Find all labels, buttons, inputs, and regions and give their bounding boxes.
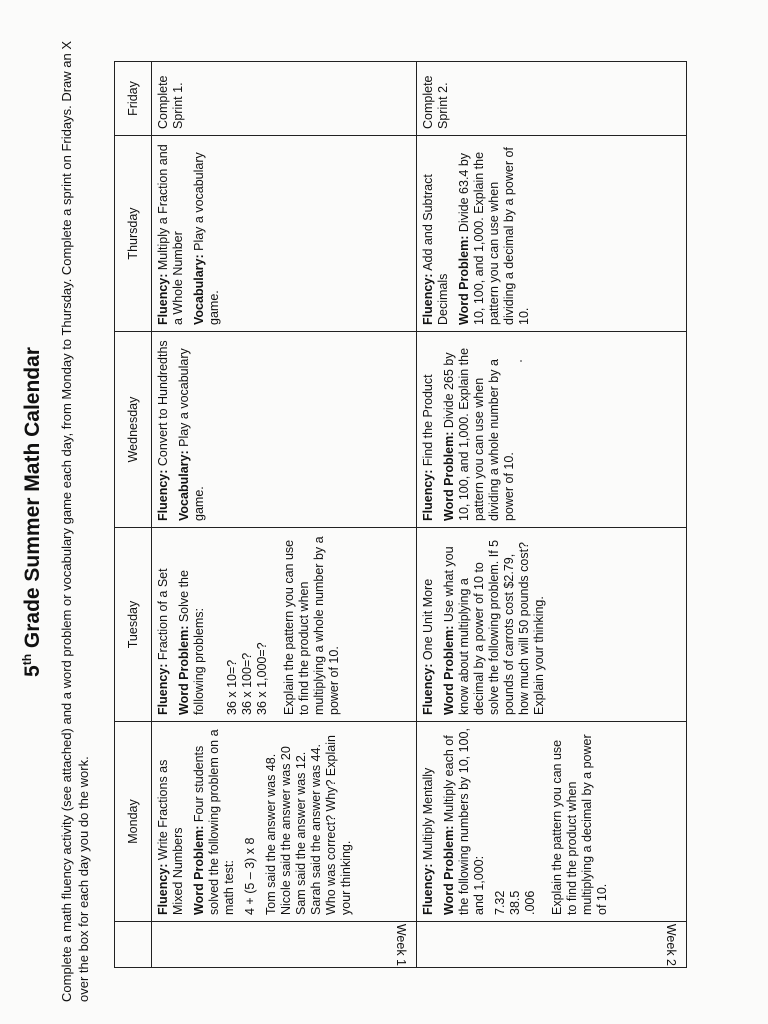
explain-text: Explain the pattern you can use to find the product when multiplying a whole number by a power of 10. — [282, 536, 341, 715]
number-item: 38.5 — [508, 890, 522, 915]
word-problem-label: Word Problem: — [442, 625, 456, 715]
fluency-line — [156, 728, 186, 915]
word-problem-label: Word Problem: — [442, 825, 456, 915]
header-friday: Friday — [115, 62, 152, 136]
day-box-week2-monday[interactable] — [417, 722, 687, 922]
word-problem-label: Word Problem: — [457, 235, 471, 325]
number-item: 7.32 — [493, 890, 507, 915]
week-label-cell — [152, 922, 417, 968]
fluency-line — [156, 534, 171, 715]
day-box-week1-monday[interactable] — [152, 722, 417, 922]
week-label: Week 2 — [664, 923, 678, 966]
header-blank — [115, 922, 152, 968]
day-box-week1-friday[interactable] — [152, 62, 417, 136]
word-problem-line — [192, 728, 237, 915]
header-wednesday: Wednesday — [115, 332, 152, 528]
fluency-label: Fluency: — [421, 273, 435, 325]
problem-item: 36 x 1,000=? — [255, 642, 269, 715]
header-thursday: Thursday — [115, 136, 152, 332]
fluency-label: Fluency: — [156, 469, 170, 521]
vocabulary-line — [177, 338, 207, 521]
fluency-line — [156, 338, 171, 521]
problem-item: 36 x 100=? — [240, 652, 254, 715]
fluency-line — [156, 142, 186, 325]
vocabulary-line — [192, 142, 222, 325]
word-problem-text: Use what you know about multiplying a decimal by a power of 10 to solve the following problem. If 5 pounds of carrots cost $2.79, how much will 50 pounds cost? Explain your thinking. — [442, 539, 546, 715]
word-problem-label: Word Problem: — [177, 625, 191, 715]
day-box-week1-tuesday[interactable] — [152, 528, 417, 722]
word-problem-text: Solve the following problems: — [177, 570, 206, 715]
header-row — [115, 62, 152, 968]
week-row-1 — [152, 62, 417, 968]
header-monday: Monday — [115, 722, 152, 922]
fluency-text: Multiply a Fraction and a Whole Number — [156, 144, 185, 325]
fluency-text: Fraction of a Set — [156, 568, 170, 661]
word-problem-text: Divide 265 by 10, 100, and 1,000. Explain the pattern you can use when dividing a whole number by a power of 10. — [442, 347, 516, 521]
word-problem-line — [442, 338, 517, 521]
word-problem-line — [177, 534, 207, 715]
fluency-line — [421, 142, 451, 325]
title-text: Grade Summer Math Calendar — [21, 347, 44, 654]
fluency-text: One Unit More — [421, 578, 435, 661]
fluency-label: Fluency: — [156, 863, 170, 915]
fluency-label: Fluency: — [421, 663, 435, 715]
problem-item: 36 x 10=? — [225, 659, 239, 715]
fluency-text: Convert to Hundredths — [156, 340, 170, 467]
day-box-week2-tuesday[interactable] — [417, 528, 687, 722]
instructions: Complete a math fluency activity (see attached) and a word problem or vocabulary game each day, from Monday to Thursday. Complete a sprint on Fridays. Draw an X over the box for each day you do the work. — [59, 40, 91, 1002]
expression: 4 + (5 – 3) x 8 — [243, 837, 257, 915]
calendar-table — [114, 61, 687, 968]
fluency-label: Fluency: — [421, 469, 435, 521]
word-problem-label: Word Problem: — [442, 431, 456, 521]
week-row-2 — [417, 62, 687, 968]
fluency-line — [421, 728, 436, 915]
fluency-text: Add and Subtract Decimals — [421, 174, 450, 325]
fluency-text: Multiply Mentally — [421, 767, 435, 861]
word-problem-line — [442, 728, 487, 915]
word-problem-text: Four students solved the following problem on a math test: — [192, 729, 236, 915]
number-item: .006 — [523, 890, 537, 915]
word-problem-line — [442, 534, 547, 715]
word-problem-text: Divide 63.4 by 10, 100, and 1,000. Explain the pattern you can use when dividing a decimal by a power of 10. — [457, 147, 531, 325]
day-box-week2-wednesday[interactable] — [417, 332, 687, 528]
friday-text: Complete Sprint 2. — [421, 75, 450, 129]
vocabulary-label: Vocabulary: — [192, 254, 206, 325]
word-problem-line — [457, 142, 532, 325]
fluency-text: Find the Product — [421, 374, 435, 467]
story-text: Tom said the answer was 48. Nicole said the answer was 20 Sam said the answer was 12. Sarah said the answer was 44. Who was correct? Why? Explain your thinking. — [264, 735, 353, 915]
week-label: Week 1 — [394, 923, 408, 966]
day-box-week1-wednesday[interactable] — [152, 332, 417, 528]
word-problem-label: Word Problem: — [192, 825, 206, 915]
day-box-week1-thursday[interactable] — [152, 136, 417, 332]
fluency-line — [421, 338, 436, 521]
day-box-week2-thursday[interactable] — [417, 136, 687, 332]
fluency-line — [421, 534, 436, 715]
calendar-sheet — [14, 12, 754, 1012]
vocabulary-text: Play a vocabulary game. — [192, 152, 221, 325]
week-label-cell — [417, 922, 687, 968]
friday-text: Complete Sprint 1. — [156, 75, 185, 129]
fluency-text: Write Fractions as Mixed Numbers — [156, 759, 185, 915]
fluency-label: Fluency: — [156, 663, 170, 715]
day-box-week2-friday[interactable] — [417, 62, 687, 136]
vocabulary-text: Play a vocabulary game. — [177, 348, 206, 521]
explain-text: Explain the pattern you can use to find the product when multiplying a decimal by a power of 10. — [550, 734, 609, 915]
title-grade: 5 — [21, 665, 44, 677]
fluency-label: Fluency: — [156, 273, 170, 325]
word-problem-text: Multiply each of the following numbers by 10, 100, and 1,000: — [442, 728, 486, 915]
vocabulary-label: Vocabulary: — [177, 450, 191, 521]
page-title — [20, 12, 45, 1012]
fluency-label: Fluency: — [421, 863, 435, 915]
title-superscript: th — [20, 653, 34, 666]
header-tuesday: Tuesday — [115, 528, 152, 722]
